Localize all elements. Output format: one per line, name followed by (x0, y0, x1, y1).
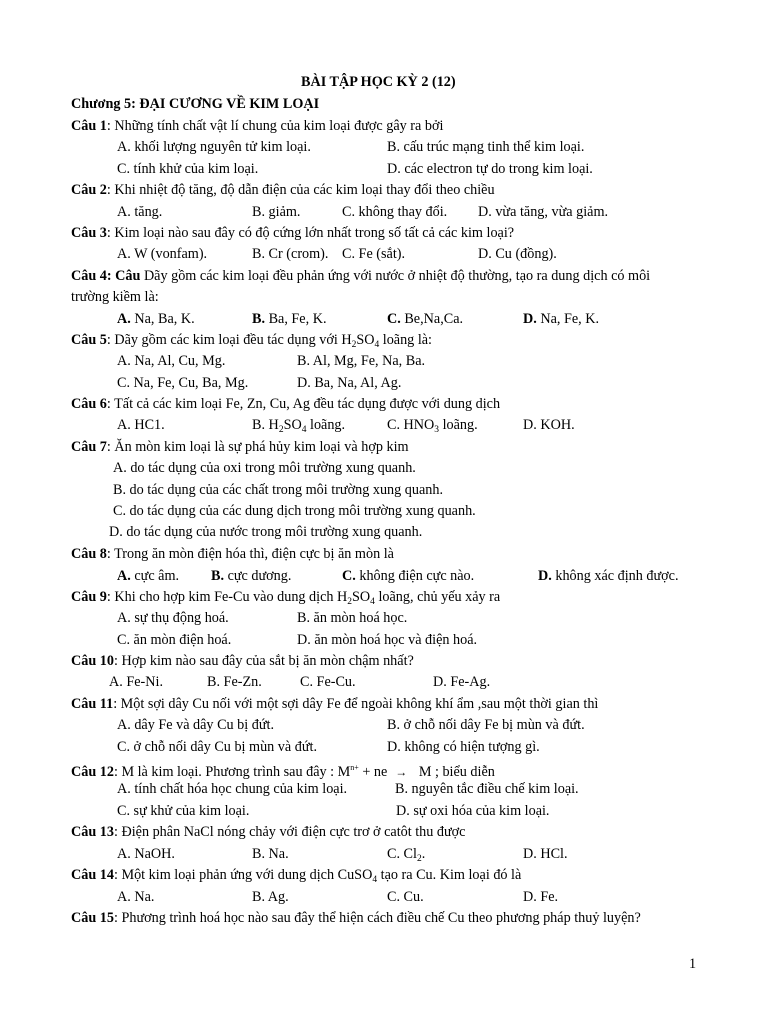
page-title: BÀI TẬP HỌC KỲ 2 (12) (301, 74, 456, 90)
question-15: Câu 15: Phương trình hoá học nào sau đây thể hiện cách điều chế Cu theo phương pháp thuỷ luyện? (71, 910, 641, 926)
option-2a: A. tăng. (117, 204, 163, 220)
option-2d: D. vừa tăng, vừa giảm. (478, 204, 609, 220)
option-6b: B. $H_2SO_4$ loãng. (252, 417, 346, 435)
option-1a: A. khối lượng nguyên tử kim loại. (117, 139, 311, 155)
question-1: Câu 1: Những tính chất vật lí chung của kim loại được gây ra bởi (71, 118, 444, 134)
option-8c: C. không điện cực nào. (342, 568, 475, 584)
option-7c: C. do tác dụng của các dung dịch trong môi trường xung quanh. (113, 503, 476, 519)
option-3d: D. Cu (đồng). (478, 246, 557, 262)
question-3: Câu 3: Kim loại nào sau đây có độ cứng lớn nhất trong số tất cả các kim loại? (71, 225, 515, 241)
question-12: Câu 12: M là kim loại. Phương trình sau đây : $M^{n+}$ + ne → M ; biểu diễn (71, 763, 495, 780)
option-1b: B. cấu trúc mạng tinh thể kim loại. (387, 139, 585, 155)
question-4: Câu 4: Câu Dãy gồm các kim loại đều phản ứng với nước ở nhiệt độ thường, tạo ra dung dịch có môi (71, 268, 651, 284)
option-12d: D. sự oxi hóa của kim loại. (396, 803, 550, 819)
reaction-arrow-icon: → (395, 765, 408, 779)
option-9b: B. ăn mòn hoá học. (297, 610, 408, 626)
option-11d: D. không có hiện tượng gì. (387, 739, 540, 755)
option-7a: A. do tác dụng của oxi trong môi trường xung quanh. (113, 460, 416, 476)
option-10a: A. Fe-Ni. (109, 674, 163, 690)
option-12c: C. sự khử của kim loại. (117, 803, 250, 819)
option-14a: A. Na. (117, 889, 155, 905)
option-11c: C. ở chỗ nối dây Cu bị mùn và đứt. (117, 739, 318, 755)
option-1c: C. tính khử của kim loại. (117, 161, 259, 177)
option-12b: B. nguyên tắc điều chế kim loại. (395, 781, 579, 797)
option-10d: D. Fe-Ag. (433, 674, 491, 690)
option-8d: D. không xác định được. (538, 568, 679, 584)
option-5b: B. Al, Mg, Fe, Na, Ba. (297, 353, 426, 369)
option-6c: C. $HNO_3$ loãng. (387, 417, 478, 435)
question-8: Câu 8: Trong ăn mòn điện hóa thì, điện cực bị ăn mòn là (71, 546, 394, 562)
page-number: 1 (689, 956, 697, 972)
option-7d: D. do tác dụng của nước trong môi trường xung quanh. (109, 524, 423, 540)
option-6d: D. KOH. (523, 417, 575, 433)
option-9a: A. sự thụ động hoá. (117, 610, 229, 626)
question-11: Câu 11: Một sợi dây Cu nối với một sợi dây Fe để ngoài không khí ẩm ,sau một thời gian thì (71, 696, 599, 712)
option-2b: B. giảm. (252, 204, 301, 220)
question-4-continued: trường kiềm là: (71, 289, 159, 305)
option-11a: A. dây Fe và dây Cu bị đứt. (117, 717, 275, 733)
option-10b: B. Fe-Zn. (207, 674, 262, 690)
option-4b: B. Ba, Fe, K. (252, 311, 327, 327)
option-14d: D. Fe. (523, 889, 559, 905)
question-7: Câu 7: Ăn mòn kim loại là sự phá hủy kim loại và hợp kim (71, 439, 409, 455)
option-1d: D. các electron tự do trong kim loại. (387, 161, 593, 177)
option-11b: B. ở chỗ nối dây Fe bị mùn và đứt. (387, 717, 585, 733)
option-9d: D. ăn mòn hoá học và điện hoá. (297, 632, 478, 648)
option-13b: B. Na. (252, 846, 289, 862)
question-14: Câu 14: Một kim loại phản ứng với dung dịch CuSO$_4$ tạo ra Cu. Kim loại đó là (71, 867, 522, 885)
question-9: Câu 9: Khi cho hợp kim Fe-Cu vào dung dịch $H_2SO_4$ loãng, chủ yếu xảy ra (71, 589, 501, 607)
option-12a: A. tính chất hóa học chung của kim loại. (117, 781, 348, 797)
option-8b: B. cực dương. (211, 568, 292, 584)
option-8a: A. cực âm. (117, 568, 180, 584)
question-10: Câu 10: Hợp kim nào sau đây của sắt bị ăn mòn chậm nhất? (71, 653, 414, 669)
option-2c: C. không thay đổi. (342, 204, 448, 220)
chapter-heading: Chương 5: ĐẠI CƯƠNG VỀ KIM LOẠI (71, 96, 320, 112)
option-13a: A. NaOH. (117, 846, 175, 862)
question-6: Câu 6: Tất cả các kim loại Fe, Zn, Cu, Ag đều tác dụng được với dung dịch (71, 396, 501, 412)
option-7b: B. do tác dụng của các chất trong môi trường xung quanh. (113, 482, 443, 498)
option-14b: B. Ag. (252, 889, 289, 905)
option-13d: D. HCl. (523, 846, 568, 862)
option-13c: C. $Cl_2$. (387, 846, 426, 864)
option-4a: A. Na, Ba, K. (117, 311, 195, 327)
option-3a: A. W (vonfam). (117, 246, 208, 262)
question-5: Câu 5: Dãy gồm các kim loại đều tác dụng với $H_2SO_4$ loãng là: (71, 332, 432, 350)
option-6a: A. HC1. (117, 417, 165, 433)
option-10c: C. Fe-Cu. (300, 674, 356, 690)
option-3c: C. Fe (sắt). (342, 246, 406, 262)
option-5c: C. Na, Fe, Cu, Ba, Mg. (117, 375, 249, 391)
option-3b: B. Cr (crom). (252, 246, 329, 262)
question-13: Câu 13: Điện phân NaCl nóng chảy với điện cực trơ ở catôt thu được (71, 824, 466, 840)
option-5a: A. Na, Al, Cu, Mg. (117, 353, 226, 369)
option-14c: C. Cu. (387, 889, 424, 905)
question-2: Câu 2: Khi nhiệt độ tăng, độ dẫn điện của các kim loại thay đổi theo chiều (71, 182, 495, 198)
option-5d: D. Ba, Na, Al, Ag. (297, 375, 402, 391)
option-4c: C. Be,Na,Ca. (387, 311, 464, 327)
option-9c: C. ăn mòn điện hoá. (117, 632, 232, 648)
option-4d: D. Na, Fe, K. (523, 311, 600, 327)
